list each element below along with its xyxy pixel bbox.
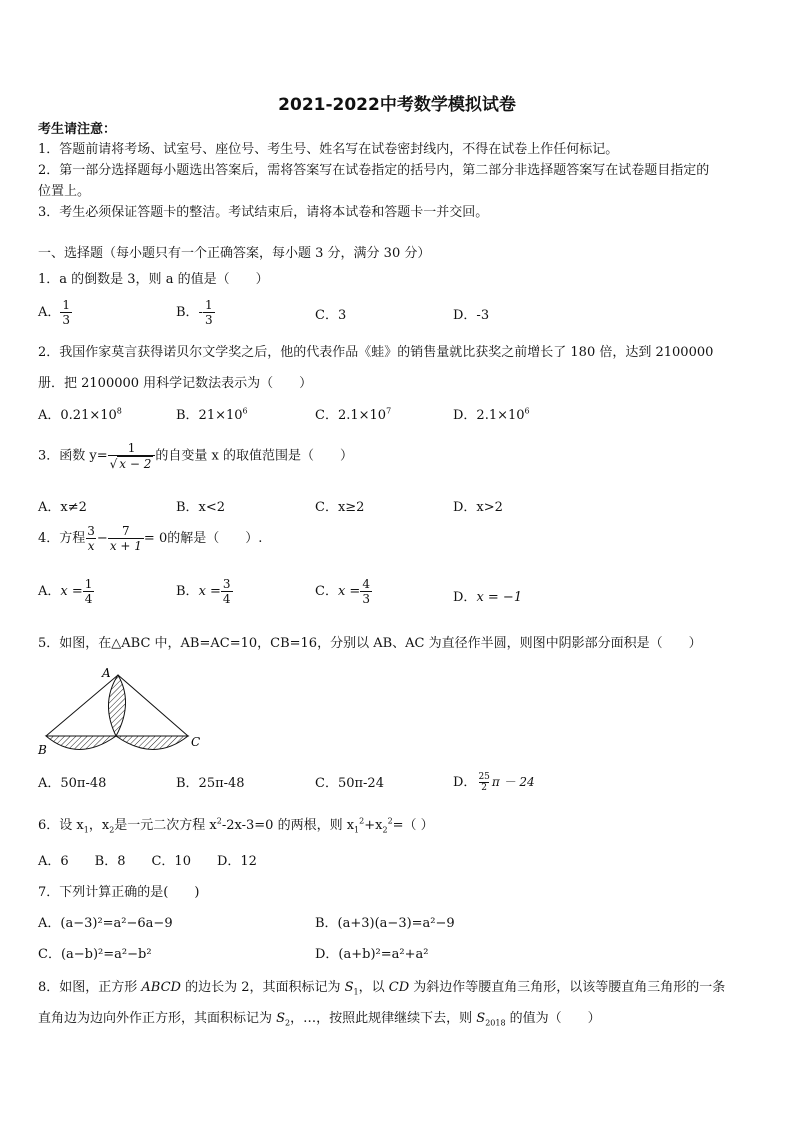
q1-option-b: B．- $\frac{1}{3}$ — [176, 298, 213, 327]
notice-item-3: 3．考生必须保证答题卡的整洁。考试结束后，请将本试卷和答题卡一并交回。 — [38, 205, 489, 220]
notice-item-2: 2．第一部分选择题每小题选出答案后，需将答案写在试卷指定的括号内，第二部分非选择题答案写在试卷题目指定的 — [38, 163, 710, 178]
q5-shaded-lens — [108, 675, 125, 736]
q7-option-b: B．(a+3)(a−3)=a²−9 — [315, 916, 455, 931]
q3-option-d: D．x>2 — [453, 500, 503, 515]
notice-heading: 考生请注意： — [38, 122, 117, 137]
notice-item-2-cont: 位置上。 — [38, 184, 91, 199]
q2-option-b: B．$21\times 10^6$ — [176, 406, 248, 423]
q5-label-b: B — [38, 743, 47, 757]
q7-option-a: A．(a−3)²=a²−6a−9 — [38, 916, 173, 931]
q7-option-d: D．(a+b)²=a²+a² — [315, 947, 429, 962]
q4-option-d: D．x = −1 — [453, 590, 523, 605]
q1-option-a: A． $\frac{1}{3}$ — [38, 298, 71, 327]
q5-shaded-left — [46, 736, 116, 750]
q4-stem: 4．方程 $\frac{3}{x}$ − $\frac{7}{x + 1}$ = 0的解是（ ）. — [38, 524, 263, 553]
q5-triangle-figure — [30, 663, 210, 763]
q2-option-d: D．$2.1\times 10^6$ — [453, 406, 530, 423]
q6-stem: 6．设 $x_1$，$x_2$是一元二次方程 $x^2-2x-3=0$ 的两根，则 $x_1^2+x_2^2=$（ ） — [38, 816, 434, 835]
q5-stem: 5．如图，在△ABC 中，AB=AC=10，CB=16，分别以 AB、AC 为直径作半圆，则图中阴影部分面积是（ ） — [38, 636, 702, 651]
q5-label-c: C — [191, 735, 201, 749]
q2-option-a: A．$0.21\times 10^8$ — [38, 406, 122, 423]
q8-line-2: 直角边为边向外作正方形，其面积标记为 $S_2$，…，按照此规律继续下去，则 $S_{2018}$ 的值为（ ） — [38, 1011, 601, 1028]
q4-option-a: A．x = $\frac{1}{4}$ — [38, 577, 93, 606]
q6-options: A．6 B．8 C．10 D．12 — [38, 854, 257, 869]
q2-line-1: 2．我国作家莫言获得诺贝尔文学奖之后，他的代表作品《蛙》的销售量就比获奖之前增长了 180 倍，达到 2100000 — [38, 345, 714, 360]
q2-option-c: C．$2.1\times 10^7$ — [315, 406, 392, 423]
q1-option-d: D．-3 — [453, 308, 490, 323]
q5-label-a: A — [102, 666, 111, 680]
q5-shaded-right — [116, 736, 188, 750]
q4-option-c: C．x = $\frac{4}{3}$ — [315, 577, 370, 606]
q5-option-b: B．25π-48 — [176, 776, 245, 791]
q3-option-c: C．x≥2 — [315, 500, 365, 515]
q4-option-b: B．x = $\frac{3}{4}$ — [176, 577, 231, 606]
q3-option-b: B．x<2 — [176, 500, 226, 515]
q7-option-c: C．(a−b)²=a²−b² — [38, 947, 152, 962]
page-title: 2021-2022中考数学模拟试卷 — [278, 95, 516, 115]
q1-option-c: C．3 — [315, 308, 347, 323]
notice-item-1: 1．答题前请将考场、试室号、座位号、考生号、姓名写在试卷密封线内，不得在试卷上作任何标记。 — [38, 142, 619, 157]
q7-stem: 7．下列计算正确的是( ) — [38, 885, 200, 900]
q8-line-1: 8．如图，正方形 ABCD 的边长为 2，其面积标记为 $S_1$，以 CD 为斜边作等腰直角三角形，以该等腰直角三角形的一条 — [38, 980, 726, 997]
section-heading: 一、选择题（每小题只有一个正确答案，每小题 3 分，满分 30 分） — [38, 246, 431, 261]
q3-stem: 3．函数 y= $\frac{1}{√ x - 2}$ 的自变量 x 的取值范围是（ ） — [38, 441, 353, 471]
q5-option-a: A．50π-48 — [38, 776, 107, 791]
q5-option-d: D． $\frac{25}{2}$ π － 24 — [453, 772, 535, 793]
q3-option-a: A．x≠2 — [38, 500, 87, 515]
q1-stem: 1．a 的倒数是 3，则 a 的值是（ ） — [38, 272, 269, 287]
q2-line-2: 册．把 2100000 用科学记数法表示为（ ） — [38, 376, 313, 391]
q5-option-c: C．50π-24 — [315, 776, 384, 791]
